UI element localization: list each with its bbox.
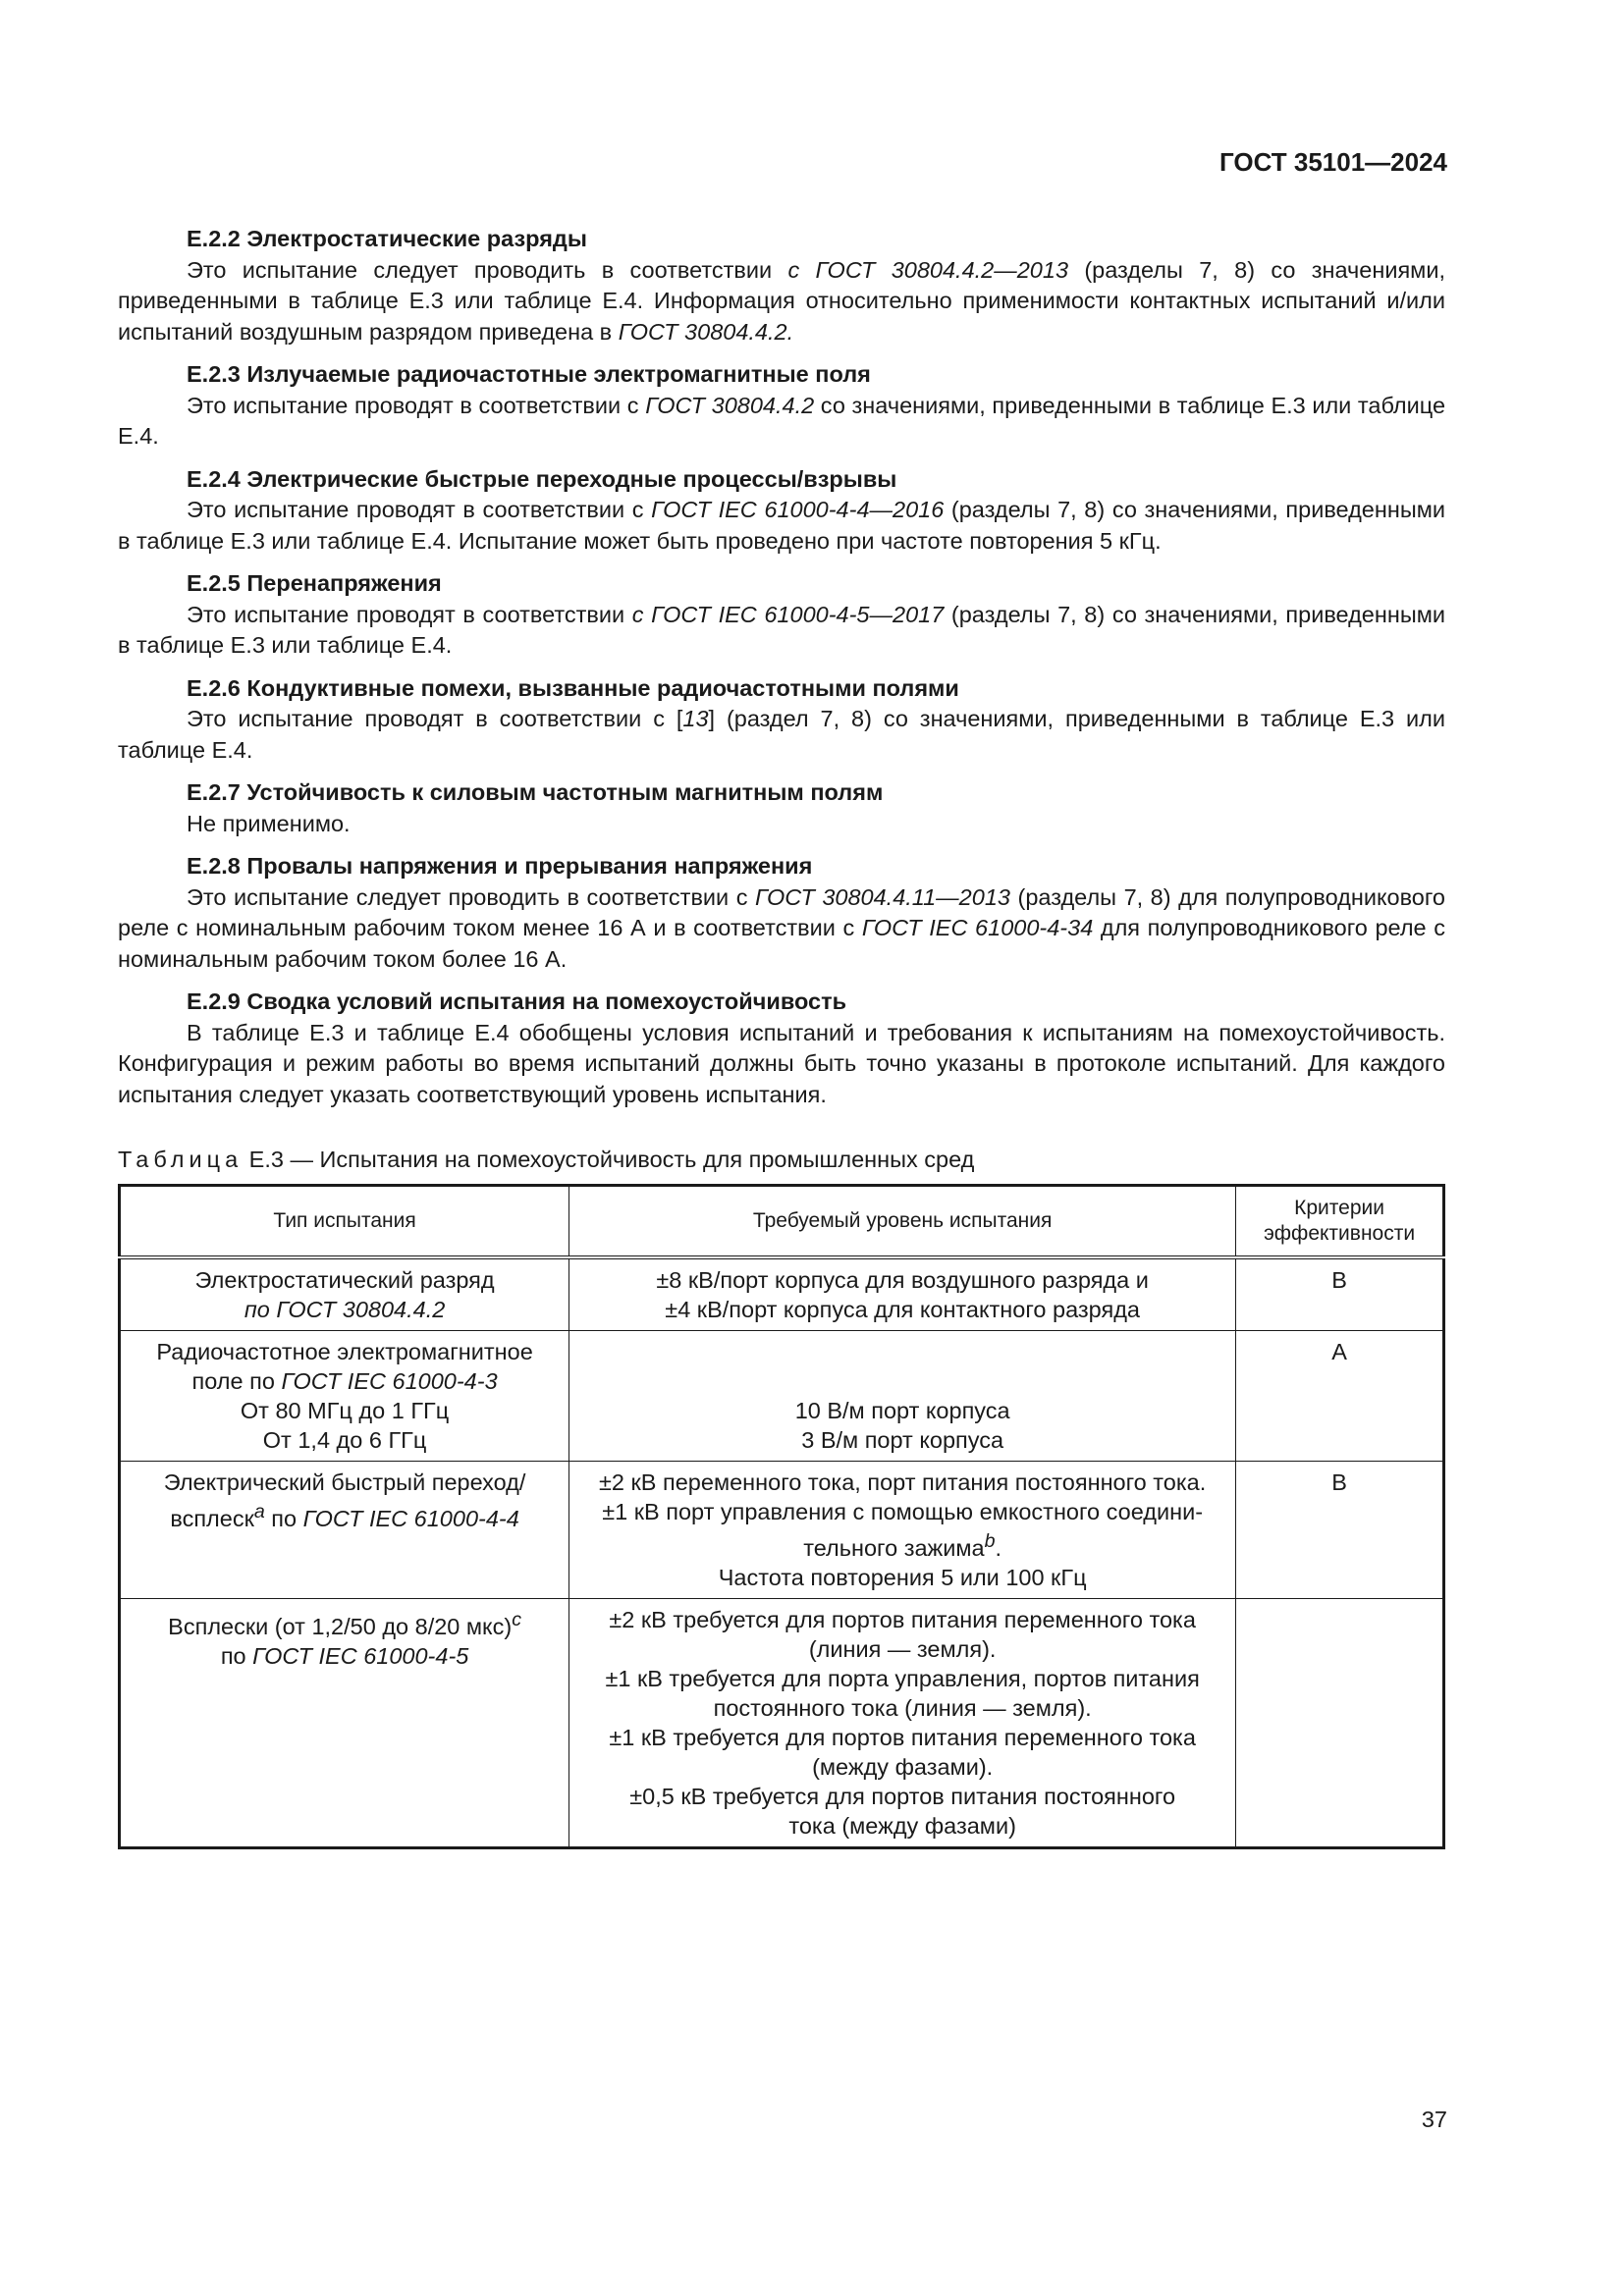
column-header: Критерии эффективности bbox=[1236, 1186, 1444, 1258]
section-text: Это испытание проводят в соответствии с ГОСТ IEC 61000-4-5—2017 (разделы 7, 8) со значениями, приведенными в таблице Е.3 или таблице Е.4. bbox=[118, 601, 1446, 658]
section-text: Это испытание проводят в соответствии с ГОСТ 30804.4.2 со значениями, приведенными в таблице Е.3 или таблице Е.4. bbox=[118, 392, 1446, 449]
section-title: Е.2.9 Сводка условий испытания на помехоустойчивость bbox=[187, 988, 847, 1014]
criteria-cell bbox=[1236, 1598, 1444, 1847]
section-title: Е.2.6 Кондуктивные помехи, вызванные радиочастотными полями bbox=[187, 674, 959, 701]
section-e-2-2 bbox=[118, 224, 1445, 347]
criteria-cell: А bbox=[1236, 1331, 1444, 1462]
section-text: В таблице Е.3 и таблице Е.4 обобщены условия испытаний и требования к испытаниям на помехоустойчивость. Конфигурация и режим работы во время испытаний должны быть точно указаны в протоколе испытаний. Для каждого испытания следует указать соответствующий уровень испытания. bbox=[118, 1019, 1445, 1107]
table-caption-label: Таблица bbox=[118, 1147, 244, 1172]
test-type-cell: Всплески (от 1,2/50 до 8/20 мкс)$^c$ по ГОСТ IEC 61000-4-5 bbox=[120, 1598, 569, 1847]
immunity-tests-table bbox=[118, 1184, 1445, 1849]
table-caption-text: Е.3 — Испытания на помехоустойчивость для промышленных сред bbox=[243, 1147, 975, 1172]
section-title: Е.2.4 Электрические быстрые переходные процессы/взрывы bbox=[187, 465, 897, 492]
table-row bbox=[120, 1598, 1444, 1847]
criteria-cell: В bbox=[1236, 1257, 1444, 1331]
section-title: Е.2.7 Устойчивость к силовым частотным магнитным полям bbox=[187, 779, 884, 805]
section-text: Это испытание проводят в соответствии с [13] (раздел 7, 8) со значениями, приведенными в таблице Е.3 или таблице Е.4. bbox=[118, 706, 1445, 763]
test-level-cell: ±8 кВ/порт корпуса для воздушного разряда и ±4 кВ/порт корпуса для контактного разряда bbox=[569, 1257, 1236, 1331]
section-e-2-4 bbox=[118, 464, 1445, 558]
section-e-2-9 bbox=[118, 987, 1445, 1110]
page-number: 37 bbox=[1421, 2107, 1447, 2132]
column-header: Тип испытания bbox=[120, 1186, 569, 1258]
table-caption bbox=[118, 1145, 974, 1174]
document-body bbox=[118, 224, 1445, 1122]
table-header-row bbox=[120, 1186, 1444, 1258]
section-e-2-3 bbox=[118, 359, 1445, 453]
test-level-cell: ±2 кВ переменного тока, порт питания постоянного тока. ±1 кВ порт управления с помощью емкостного соедини- тельного зажима$^b$. Частота повторения 5 или 100 кГц bbox=[569, 1462, 1236, 1599]
section-title: Е.2.3 Излучаемые радиочастотные электромагнитные поля bbox=[187, 361, 871, 387]
test-type-cell: Электрический быстрый переход/ всплеск$^a$ по ГОСТ IEC 61000-4-4 bbox=[120, 1462, 569, 1599]
section-e-2-6 bbox=[118, 673, 1445, 767]
section-title: Е.2.5 Перенапряжения bbox=[187, 570, 442, 596]
test-level-cell: 10 В/м порт корпуса 3 В/м порт корпуса bbox=[569, 1331, 1236, 1462]
column-header: Требуемый уровень испытания bbox=[569, 1186, 1236, 1258]
section-text: Не применимо. bbox=[187, 810, 351, 836]
section-title: Е.2.2 Электростатические разряды bbox=[187, 226, 587, 251]
section-e-2-5 bbox=[118, 568, 1445, 662]
section-e-2-8 bbox=[118, 851, 1445, 975]
section-e-2-7 bbox=[118, 777, 1445, 839]
criteria-cell: В bbox=[1236, 1462, 1444, 1599]
section-text: Это испытание следует проводить в соответствии с ГОСТ 30804.4.11—2013 (разделы 7, 8) для полупроводникового реле с номинальным рабочим током менее 16 А и в соответствии с ГОСТ IEC 61000-4-34 для полупроводникового реле с номинальным рабочим током более 16 А. bbox=[118, 883, 1445, 972]
test-type-cell: Радиочастотное электромагнитное поле по ГОСТ IEC 61000-4-3 От 80 МГц до 1 ГГц От 1,4 до 6 ГГц bbox=[120, 1331, 569, 1462]
test-level-cell: ±2 кВ требуется для портов питания переменного тока (линия — земля). ±1 кВ требуется для порта управления, портов питания постоянного тока (линия — земля). ±1 кВ требуется для портов питания переменного тока (между фазами). ±0,5 кВ требуется для портов питания постоянного тока (между фазами) bbox=[569, 1598, 1236, 1847]
table-row bbox=[120, 1462, 1444, 1599]
document-id: ГОСТ 35101—2024 bbox=[1219, 147, 1447, 177]
section-text: Это испытание следует проводить в соответствии с ГОСТ 30804.4.2—2013 (разделы 7, 8) со значениями, приведенными в таблице Е.3 или таблице Е.4. Информация относительно применимости контактных испытаний и/или испытаний воздушным разрядом приведена в ГОСТ 30804.4.2. bbox=[118, 256, 1445, 345]
test-type-cell: Электростатический разряд по ГОСТ 30804.4.2 bbox=[120, 1257, 569, 1331]
section-title: Е.2.8 Провалы напряжения и прерывания напряжения bbox=[187, 853, 813, 879]
table-row bbox=[120, 1257, 1444, 1331]
section-text: Это испытание проводят в соответствии с ГОСТ IEC 61000-4-4—2016 (разделы 7, 8) со значениями, приведенными в таблице Е.3 или таблице Е.4. Испытание может быть проведено при частоте повторения 5 кГц. bbox=[118, 497, 1446, 554]
table-row bbox=[120, 1331, 1444, 1462]
